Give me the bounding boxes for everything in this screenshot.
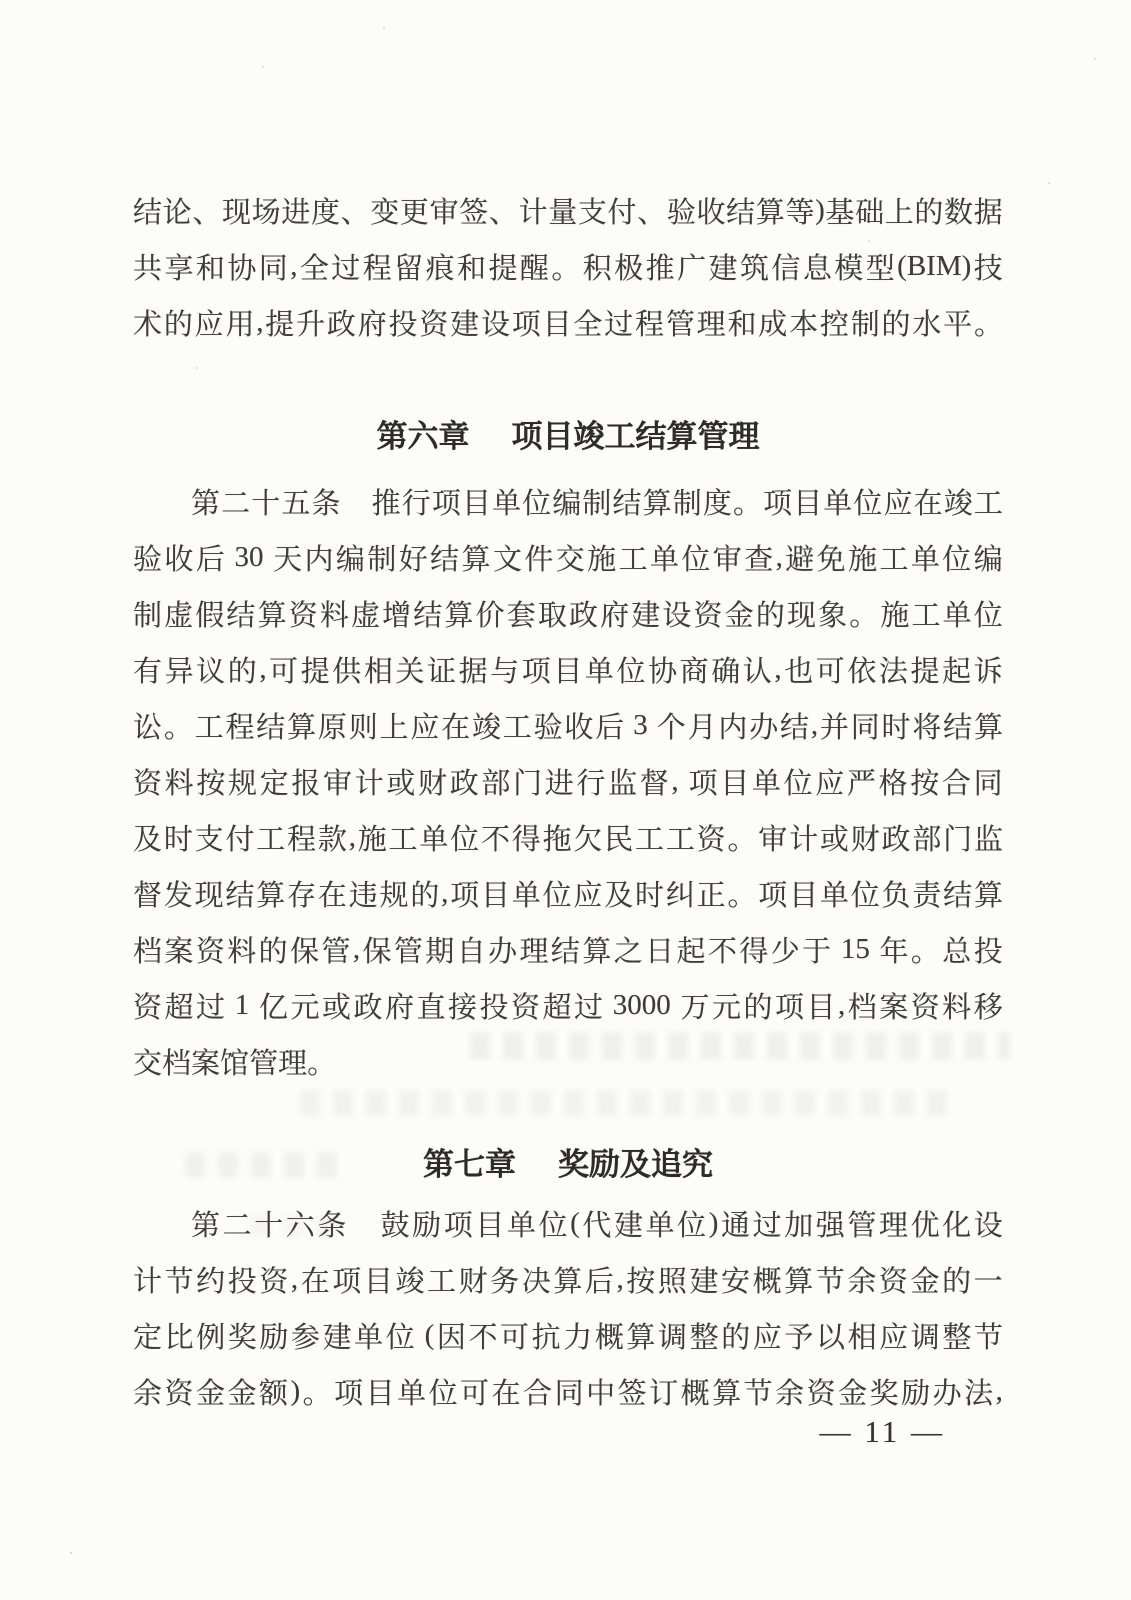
- text-line: 第 二 十 六 条 鼓 励 项 目 单 位 ( 代 建 单 位 ) 通 过 加 强 管 理 优 化 设: [191, 1206, 1003, 1242]
- text-line: 共 享 和 协 同 , 全 过 程 留 痕 和 提 醒 。 积 极 推 广 建 筑 信 息 模 型 (BIM) 技: [133, 249, 1003, 285]
- text-line: 及 时 支 付 工 程 款 , 施 工 单 位 不 得 拖 欠 民 工 工 资 。 审 计 或 财 政 部 门 监: [133, 820, 1003, 856]
- text-line: 第 二 十 五 条 推 行 项 目 单 位 编 制 结 算 制 度 。 项 目 单 位 应 在 竣 工: [191, 487, 1003, 520]
- text-line: 定 比 例 奖 励 参 建 单 位 ( 因 不 可 抗 力 概 算 调 整 的 应 予 以 相 应 调 整 节: [133, 1318, 1003, 1354]
- chapter7-heading: [133, 1137, 1003, 1193]
- text-line: 有 异 议 的 , 可 提 供 相 关 证 据 与 项 目 单 位 协 商 确 认 , 也 可 依 法 提 起 诉: [133, 652, 1003, 688]
- paragraph-article-25: [133, 473, 1003, 1089]
- text-line: 计 节 约 投 资 , 在 项 目 竣 工 财 务 决 算 后 , 按 照 建 安 概 算 节 余 资 金 的 一: [133, 1262, 1003, 1298]
- document-body: [133, 0, 1003, 1419]
- chapter6-title: 项目竣工结算管理: [511, 419, 760, 454]
- text-line: 验 收 后 30 天 内 编 制 好 结 算 文 件 交 施 工 单 位 审 查 , 避 免 施 工 单 位 编: [133, 540, 1003, 576]
- scan-dust-specks: [0, 0, 2, 2]
- text-line: 资 料 按 规 定 报 审 计 或 财 政 部 门 进 行 监 督 , 项 目 单 位 应 严 格 按 合 同: [133, 764, 1003, 800]
- text-line: 制 虚 假 结 算 资 料 虚 增 结 算 价 套 取 政 府 建 设 资 金 的 现 象 。 施 工 单 位: [133, 599, 1003, 632]
- chapter6-heading: [133, 409, 1003, 465]
- chapter6-number: 第六章: [376, 419, 470, 454]
- text-line: 结 论 、 现 场 进 度 、 变 更 审 签 、 计 量 支 付 、 验 收 结 算 等 ) 基 础 上 的 数 据: [133, 193, 1003, 229]
- paragraph-continued: [133, 182, 1003, 350]
- paragraph-article-26: [133, 1195, 1003, 1419]
- text-line: 交 档 案 馆 管 理 。: [133, 1047, 337, 1080]
- page-number: — 11 —: [819, 1414, 945, 1449]
- chapter7-title: 奖励及追究: [558, 1147, 713, 1182]
- text-line: 档 案 资 料 的 保 管 , 保 管 期 自 办 理 结 算 之 日 起 不 得 少 于 15 年 。 总 投: [133, 932, 1003, 968]
- chapter7-number: 第七章: [423, 1147, 516, 1182]
- text-line: 讼 。 工 程 结 算 原 则 上 应 在 竣 工 验 收 后 3 个 月 内 办 结 , 并 同 时 将 结 算: [133, 708, 1003, 744]
- text-line: 余 资 金 金 额 ) 。 项 目 单 位 可 在 合 同 中 签 订 概 算 节 余 资 金 奖 励 办 法 ,: [133, 1374, 1003, 1410]
- text-line: 资 超 过 1 亿 元 或 政 府 直 接 投 资 超 过 3000 万 元 的 项 目 , 档 案 资 料 移: [133, 988, 1003, 1024]
- text-line: 督 发 现 结 算 存 在 违 规 的 , 项 目 单 位 应 及 时 纠 正 。 项 目 单 位 负 责 结 算: [133, 876, 1003, 912]
- text-line: 术 的 应 用 , 提 升 政 府 投 资 建 设 项 目 全 过 程 管 理 和 成 本 控 制 的 水 平 。: [133, 305, 1003, 341]
